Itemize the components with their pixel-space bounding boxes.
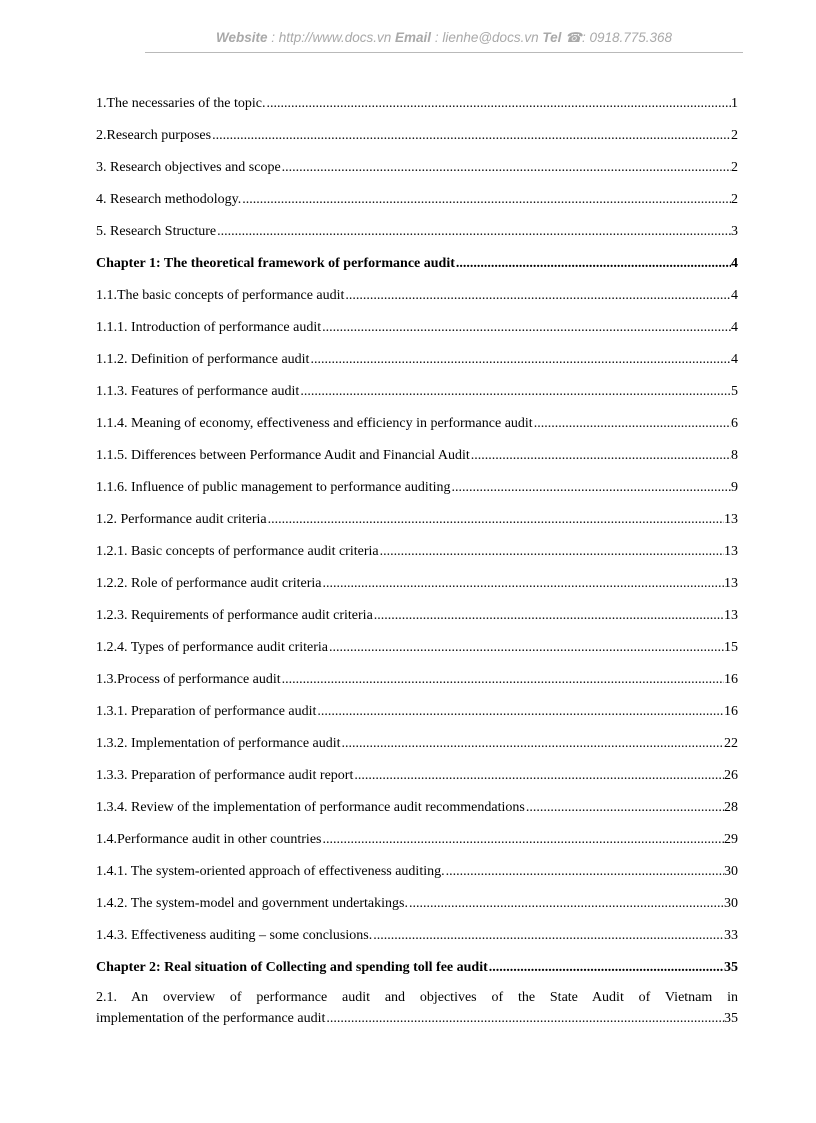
toc-leader-dots	[354, 767, 724, 784]
toc-entry-page: 2	[731, 192, 738, 207]
toc-leader-dots	[446, 863, 724, 880]
toc-entry-page: 13	[724, 544, 738, 559]
toc-entry-page: 16	[724, 672, 738, 687]
toc-entry[interactable]	[96, 223, 738, 255]
toc-entry[interactable]	[96, 95, 738, 127]
toc-leader-dots	[374, 607, 724, 624]
toc-entry-page: 2	[731, 160, 738, 175]
toc-entry-title: 1.The necessaries of the topic.	[96, 96, 266, 111]
toc-chapter-entry[interactable]	[96, 255, 738, 287]
toc-entry[interactable]	[96, 319, 738, 351]
toc-entry-title: Chapter 2: Real situation of Collecting and spending toll fee audit	[96, 960, 488, 975]
toc-leader-dots	[212, 127, 731, 144]
tel-value: : 0918.775.368	[581, 30, 673, 45]
toc-leader-dots	[282, 671, 724, 688]
toc-entry[interactable]	[96, 351, 738, 383]
toc-entry-title: 1.3.Process of performance audit	[96, 672, 281, 687]
toc-leader-dots	[380, 543, 724, 560]
toc-entry-title-line1: 2.1. An overview of performance audit and objectives of the State Audit of Vietnam in	[96, 990, 738, 1005]
toc-leader-dots	[345, 287, 731, 304]
toc-entry-title: 1.1.1. Introduction of performance audit	[96, 320, 322, 335]
toc-entry[interactable]	[96, 287, 738, 319]
toc-entry[interactable]	[96, 671, 738, 703]
toc-entry-title: 1.4.Performance audit in other countries	[96, 832, 322, 847]
toc-entry[interactable]	[96, 191, 738, 223]
toc-entry-title: 1.3.1. Preparation of performance audit	[96, 704, 317, 719]
toc-entry-page: 13	[724, 576, 738, 591]
toc-leader-dots	[317, 703, 724, 720]
toc-entry-title: 3. Research objectives and scope	[96, 160, 281, 175]
toc-entry-title: 4. Research methodology.	[96, 192, 242, 207]
toc-entry-title: Chapter 1: The theoretical framework of performance audit	[96, 256, 455, 271]
toc-entry-title: 1.4.2. The system-model and government undertakings.	[96, 896, 408, 911]
toc-entry-page: 15	[724, 640, 738, 655]
table-of-contents	[96, 95, 738, 1029]
toc-entry-title: 1.3.4. Review of the implementation of performance audit recommendations	[96, 800, 525, 815]
toc-entry-title: 1.1.2. Definition of performance audit	[96, 352, 310, 367]
toc-entry-title: 1.4.3. Effectiveness auditing – some conclusions.	[96, 928, 373, 943]
toc-entry-page: 26	[724, 768, 738, 783]
toc-entry-page: 4	[731, 352, 738, 367]
toc-entry-page: 29	[724, 832, 738, 847]
toc-entry-title: 1.4.1. The system-oriented approach of effectiveness auditing.	[96, 864, 445, 879]
toc-entry[interactable]	[96, 447, 738, 479]
toc-leader-dots	[242, 191, 731, 208]
toc-entry[interactable]	[96, 767, 738, 799]
toc-entry[interactable]	[96, 895, 738, 927]
toc-entry-title: 1.1.The basic concepts of performance audit	[96, 288, 345, 303]
toc-entry-title: 1.2. Performance audit criteria	[96, 512, 267, 527]
toc-entry-page: 1	[731, 96, 738, 111]
toc-entry-page: 22	[724, 736, 738, 751]
toc-entry[interactable]	[96, 383, 738, 415]
toc-entry[interactable]	[96, 543, 738, 575]
toc-leader-dots	[526, 799, 724, 816]
website-label: Website	[215, 30, 268, 45]
toc-entry[interactable]	[96, 511, 738, 543]
toc-entry-page: 35	[724, 960, 738, 975]
toc-entry-title: 1.2.4. Types of performance audit criteria	[96, 640, 329, 655]
toc-leader-dots	[267, 95, 732, 112]
toc-leader-dots	[452, 479, 731, 496]
toc-leader-dots	[322, 831, 724, 848]
toc-leader-dots	[300, 383, 731, 400]
toc-entry-page: 33	[724, 928, 738, 943]
toc-entry-title: 1.3.2. Implementation of performance audit	[96, 736, 341, 751]
toc-entry[interactable]	[96, 127, 738, 159]
toc-leader-dots	[456, 255, 731, 272]
toc-entry[interactable]	[96, 703, 738, 735]
toc-entry-title: 1.3.3. Preparation of performance audit report	[96, 768, 354, 783]
toc-entry-title: 1.2.2. Role of performance audit criteria	[96, 576, 322, 591]
toc-entry-page: 30	[724, 896, 738, 911]
toc-leader-dots	[326, 1008, 724, 1029]
toc-entry-page: 4	[731, 320, 738, 335]
toc-entry-page: 16	[724, 704, 738, 719]
toc-entry-page: 4	[731, 288, 738, 303]
tel-label: Tel	[542, 30, 562, 45]
toc-entry-title: 1.1.5. Differences between Performance Audit and Financial Audit	[96, 448, 470, 463]
toc-entry-2-1[interactable]	[96, 987, 738, 1029]
toc-entry-page: 2	[731, 128, 738, 143]
toc-leader-dots	[329, 639, 724, 656]
toc-entry-page: 3	[731, 224, 738, 239]
toc-entry[interactable]	[96, 799, 738, 831]
toc-entry-page: 6	[731, 416, 738, 431]
toc-entry-page: 4	[731, 256, 738, 271]
toc-entry-page: 8	[731, 448, 738, 463]
toc-leader-dots	[310, 351, 731, 368]
toc-leader-dots	[342, 735, 724, 752]
toc-leader-dots	[322, 575, 724, 592]
toc-entry-title: 1.1.6. Influence of public management to performance auditing	[96, 480, 451, 495]
email-value[interactable]: : lienhe@docs.vn	[431, 30, 543, 45]
phone-icon: ☎	[565, 30, 582, 45]
toc-leader-dots	[322, 319, 731, 336]
toc-entry[interactable]	[96, 479, 738, 511]
toc-entry-title: 2.Research purposes	[96, 128, 212, 143]
toc-entry-page: 5	[731, 384, 738, 399]
toc-entry-title: 1.1.4. Meaning of economy, effectiveness and efficiency in performance audit	[96, 416, 533, 431]
toc-leader-dots	[409, 895, 724, 912]
toc-entry[interactable]	[96, 415, 738, 447]
toc-entry[interactable]	[96, 831, 738, 863]
toc-entry-page: 9	[731, 480, 738, 495]
toc-entry-page: 13	[724, 512, 738, 527]
website-value[interactable]: : http://www.docs.vn	[267, 30, 396, 45]
toc-entry[interactable]	[96, 639, 738, 671]
toc-entry[interactable]	[96, 927, 738, 959]
toc-entry[interactable]	[96, 735, 738, 767]
toc-leader-dots	[373, 927, 724, 944]
toc-entry-title: 1.2.3. Requirements of performance audit criteria	[96, 608, 373, 623]
toc-entry-title: 1.1.3. Features of performance audit	[96, 384, 300, 399]
toc-entry-page: 35	[724, 1011, 738, 1026]
page-header	[145, 28, 743, 53]
toc-leader-dots	[471, 447, 731, 464]
toc-leader-dots	[268, 511, 724, 528]
toc-leader-dots	[282, 159, 731, 176]
toc-entry-title: 1.2.1. Basic concepts of performance audit criteria	[96, 544, 379, 559]
toc-entry-page: 13	[724, 608, 738, 623]
toc-leader-dots	[217, 223, 731, 240]
toc-entry[interactable]	[96, 159, 738, 191]
toc-entry-title-line2: implementation of the performance audit	[96, 1011, 326, 1026]
toc-entry[interactable]	[96, 575, 738, 607]
toc-entry[interactable]	[96, 607, 738, 639]
toc-leader-dots	[534, 415, 731, 432]
toc-entry[interactable]	[96, 863, 738, 895]
toc-leader-dots	[489, 959, 724, 976]
email-label: Email	[395, 30, 432, 45]
toc-entry-page: 30	[724, 864, 738, 879]
toc-entry-page: 28	[724, 800, 738, 815]
toc-entry-title: 5. Research Structure	[96, 224, 217, 239]
